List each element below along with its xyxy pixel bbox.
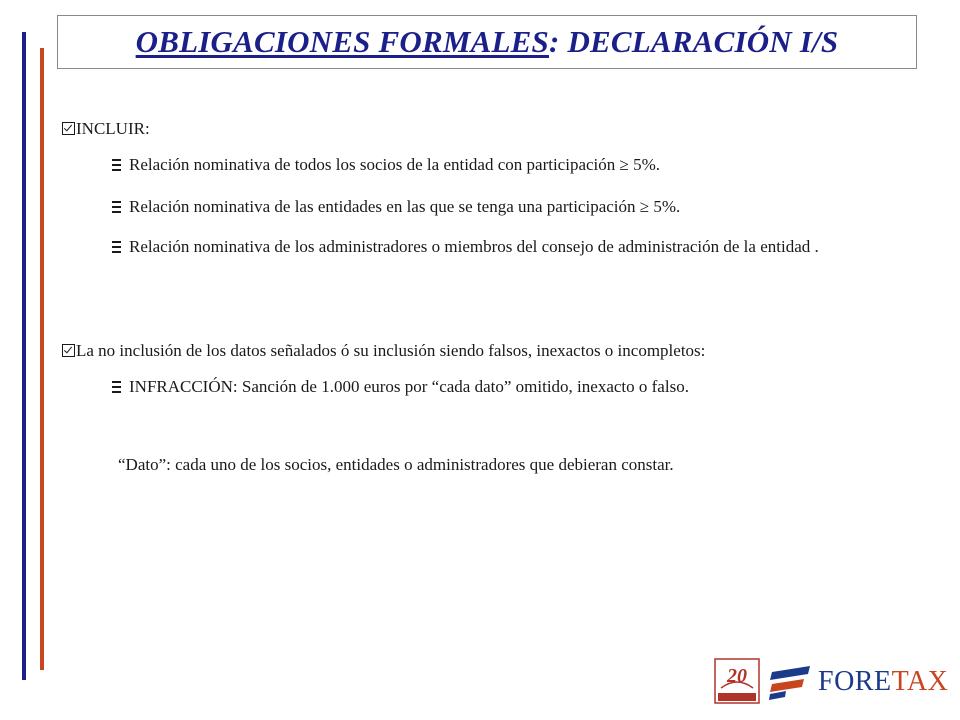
section2-heading: La no inclusión de los datos señalados ó su inclusión siendo falsos, inexactos o incompletos: <box>76 341 706 360</box>
section1-heading-row <box>62 118 150 139</box>
list-item <box>112 154 660 175</box>
list-item-text: INFRACCIÓN: Sanción de 1.000 euros por “cada dato” omitido, inexacto o falso. <box>129 377 689 396</box>
title-underlined: OBLIGACIONES FORMALES <box>135 24 549 59</box>
list-item-text: Relación nominativa de todos los socios de la entidad con participación ≥ 5%. <box>129 155 661 174</box>
section1-heading: INCLUIR: <box>76 119 150 138</box>
title-box <box>57 15 917 69</box>
bullet-icon <box>112 159 121 171</box>
bullet-icon <box>112 241 121 253</box>
bullet-icon <box>112 381 121 393</box>
anniversary-seal-icon <box>714 658 760 704</box>
left-accent-bar-blue <box>22 32 26 680</box>
list-item-text: Relación nominativa de las entidades en las que se tenga una participación ≥ 5%. <box>129 197 681 216</box>
section2-heading-row <box>62 340 705 361</box>
list-item <box>112 376 689 397</box>
list-item-text: Relación nominativa de los administradores o miembros del consejo de administración de la entidad . <box>129 237 819 256</box>
left-accent-bar-orange <box>40 48 44 670</box>
dato-definition <box>118 454 674 475</box>
checkbox-icon <box>62 344 75 357</box>
logo-text-tax: TAX <box>891 666 949 697</box>
list-item <box>112 236 928 257</box>
list-item <box>112 196 680 217</box>
title-rest: : DECLARACIÓN I/S <box>548 24 839 59</box>
checkbox-icon <box>62 122 75 135</box>
dato-definition-text: “Dato”: cada uno de los socios, entidades o administradores que debieran constar. <box>118 455 674 474</box>
svg-text:20: 20 <box>727 665 747 687</box>
foretax-mark-icon <box>768 664 812 700</box>
foretax-wordmark <box>818 666 948 698</box>
foretax-logo <box>714 654 950 708</box>
logo-text-fore: FORE <box>818 666 892 697</box>
slide-title <box>136 24 839 60</box>
bullet-icon <box>112 201 121 213</box>
